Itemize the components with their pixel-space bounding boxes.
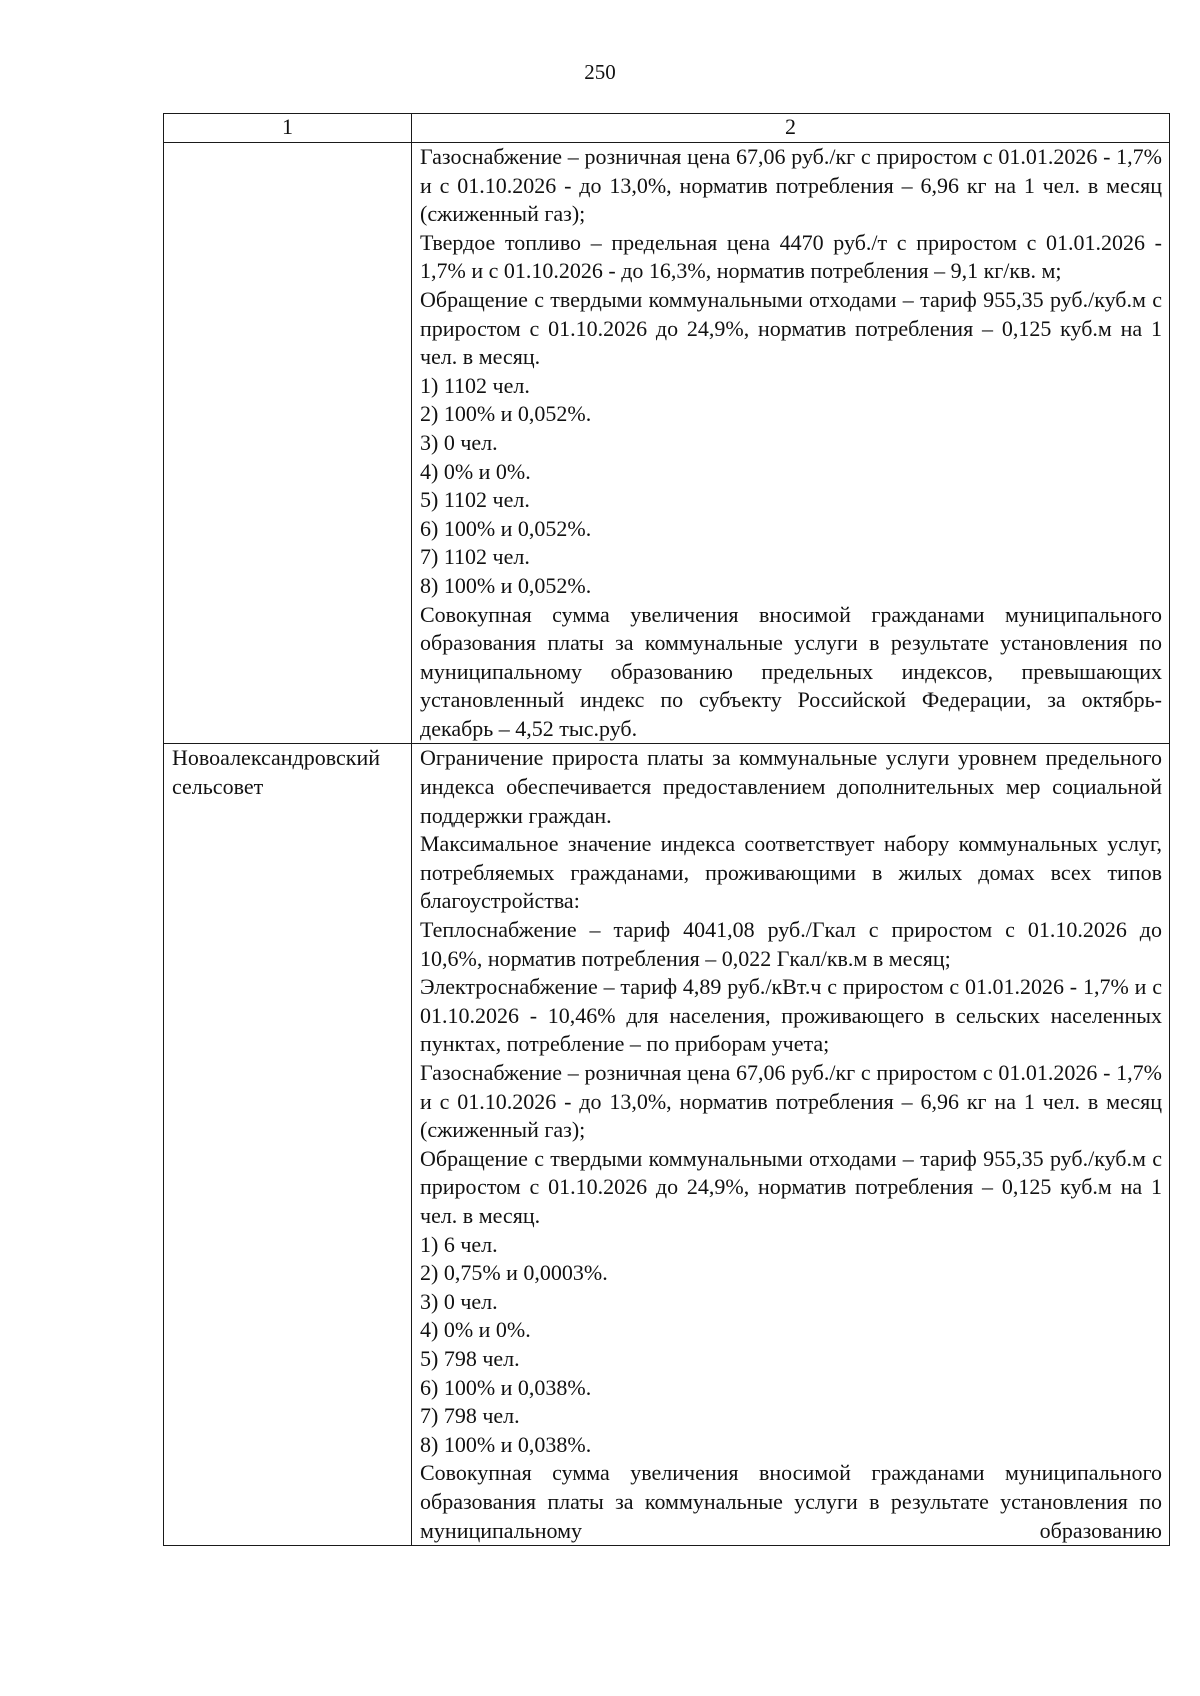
list-item: 6) 100% и 0,038%. xyxy=(420,1374,592,1400)
table-row xyxy=(164,744,1170,1546)
table-header-row xyxy=(164,114,1170,143)
list-item: 7) 1102 чел. xyxy=(420,544,530,570)
list-item: 3) 0 чел. xyxy=(420,429,498,455)
page-number: 250 xyxy=(584,60,616,84)
paragraph: Газоснабжение – розничная цена 67,06 руб./кг с приростом с 01.01.2026 - 1,7% и с 01.10.2026 - до 13,0%, норматив потребления – 6,96 кг на 1 чел. в месяц (сжиженный газ); xyxy=(420,144,1162,227)
list-item: 4) 0% и 0%. xyxy=(420,1317,531,1343)
paragraph: Твердое топливо – предельная цена 4470 руб./т с приростом с 01.01.2026 - 1,7% и с 01.10.2026 - до 16,3%, норматив потребления – 9,1 кг/кв. м; xyxy=(420,229,1162,284)
tariff-table xyxy=(163,113,1170,1546)
list-item: 6) 100% и 0,052%. xyxy=(420,515,592,541)
paragraph: Ограничение прироста платы за коммунальные услуги уровнем предельного индекса обеспечивается предоставлением дополнительных мер социальной поддержки граждан. xyxy=(420,745,1162,828)
paragraph: Электроснабжение – тариф 4,89 руб./кВт.ч с приростом с 01.01.2026 - 1,7% и с 01.10.2026 - 10,46% для населения, проживающего в сельских населенных пунктах, потребление – по приборам учета; xyxy=(420,974,1162,1057)
list-item: 1) 1102 чел. xyxy=(420,372,530,398)
list-item: 3) 0 чел. xyxy=(420,1288,498,1314)
paragraph: Обращение с твердыми коммунальными отходами – тариф 955,35 руб./куб.м с приростом с 01.10.2026 до 24,9%, норматив потребления – 0,125 куб.м на 1 чел. в месяц. xyxy=(420,1145,1162,1228)
paragraph: Максимальное значение индекса соответствует набору коммунальных услуг, потребляемых гражданами, проживающими в жилых домах всех типов благоустройства: xyxy=(420,831,1162,914)
paragraph: Совокупная сумма увеличения вносимой гражданами муниципального образования платы за коммунальные услуги в результате установления по муниципальному образованию xyxy=(420,1460,1162,1543)
column-header-1: 1 xyxy=(164,114,412,143)
indicator-text-cell xyxy=(412,744,1170,1546)
paragraph: Теплоснабжение – тариф 4041,08 руб./Гкал с приростом с 01.10.2026 до 10,6%, норматив потребления – 0,022 Гкал/кв.м в месяц; xyxy=(420,917,1162,971)
list-item: 8) 100% и 0,038%. xyxy=(420,1431,592,1457)
list-item: 8) 100% и 0,052%. xyxy=(420,572,592,598)
list-item: 2) 100% и 0,052%. xyxy=(420,401,592,427)
table-row xyxy=(164,143,1170,744)
list-item: 1) 6 чел. xyxy=(420,1231,498,1257)
indicator-text-cell xyxy=(412,143,1170,744)
list-item: 2) 0,75% и 0,0003%. xyxy=(420,1260,608,1286)
paragraph: Обращение с твердыми коммунальными отходами – тариф 955,35 руб./куб.м с приростом с 01.10.2026 до 24,9%, норматив потребления – 0,125 куб.м на 1 чел. в месяц. xyxy=(420,286,1162,370)
list-item: 7) 798 чел. xyxy=(420,1403,520,1429)
list-item: 4) 0% и 0%. xyxy=(420,458,531,484)
paragraph: Совокупная сумма увеличения вносимой гражданами муниципального образования платы за коммунальные услуги в результате установления по муниципальному образованию предельных индексов, превышающих установленный индекс по субъекту Российской Федерации, за октябрь-декабрь – 4,52 тыс.руб. xyxy=(420,601,1162,741)
column-header-2: 2 xyxy=(412,114,1170,143)
paragraph: Газоснабжение – розничная цена 67,06 руб./кг с приростом с 01.01.2026 - 1,7% и с 01.10.2026 - до 13,0%, норматив потребления – 6,96 кг на 1 чел. в месяц (сжиженный газ); xyxy=(420,1060,1162,1143)
region-name-cell: Новоалександровский сельсовет xyxy=(164,744,412,1546)
list-item: 5) 1102 чел. xyxy=(420,487,530,513)
list-item: 5) 798 чел. xyxy=(420,1345,520,1371)
region-name-cell xyxy=(164,143,412,744)
